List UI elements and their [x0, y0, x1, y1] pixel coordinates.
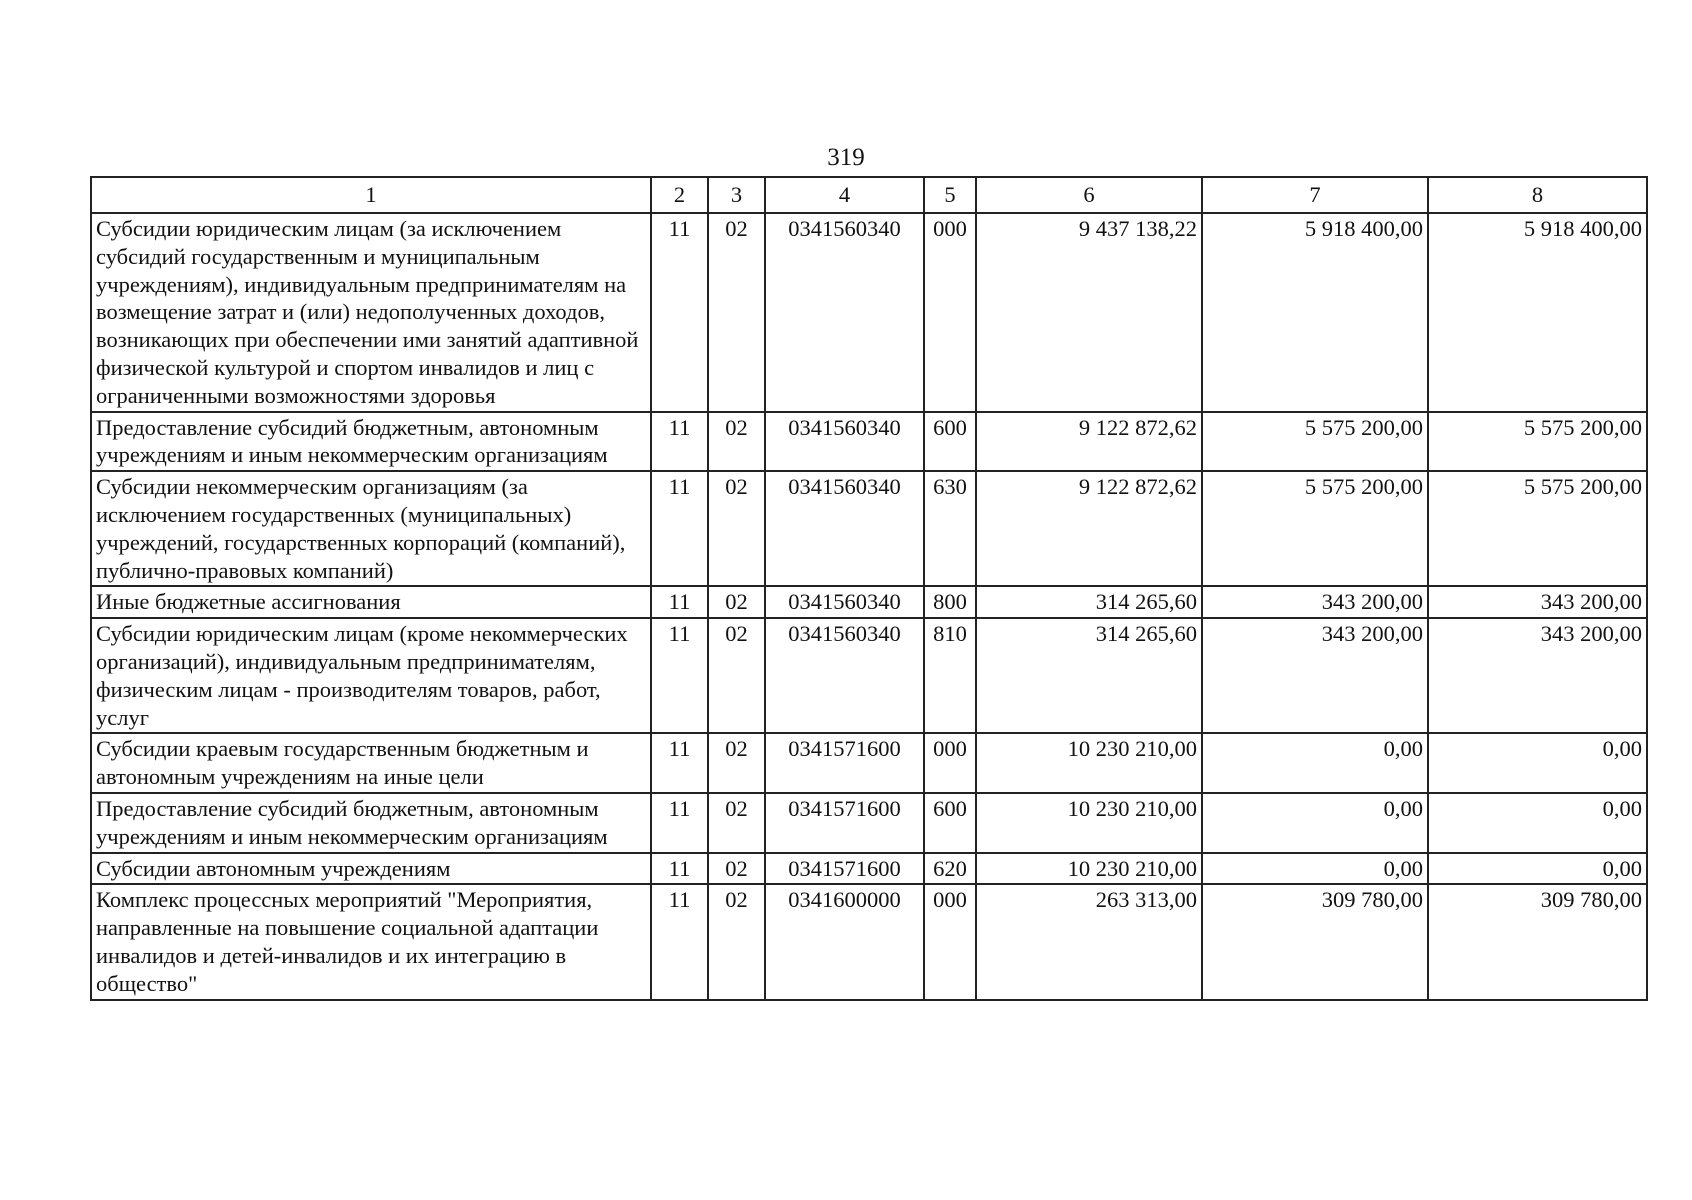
row-target-code: 0341571600 [765, 793, 924, 853]
column-header: 3 [708, 177, 765, 213]
row-subsection-code: 02 [708, 793, 765, 853]
row-target-code: 0341600000 [765, 884, 924, 999]
row-amount-col8: 309 780,00 [1428, 884, 1647, 999]
row-section-code: 11 [651, 793, 708, 853]
row-name: Комплекс процессных мероприятий "Мероприятия, направленные на повышение социальной адаптации инвалидов и детей-инвалидов и их интеграцию в общество" [91, 884, 651, 999]
row-name: Предоставление субсидий бюджетным, автономным учреждениям и иным некоммерческим организациям [91, 793, 651, 853]
row-amount-col7: 5 918 400,00 [1202, 213, 1428, 412]
table-row [91, 733, 1647, 793]
row-amount-col6: 9 122 872,62 [976, 471, 1202, 586]
row-amount-col6: 314 265,60 [976, 618, 1202, 733]
row-name: Субсидии автономным учреждениям [91, 853, 651, 885]
row-amount-col6: 263 313,00 [976, 884, 1202, 999]
table-row [91, 412, 1647, 472]
row-amount-col6: 10 230 210,00 [976, 853, 1202, 885]
row-amount-col8: 0,00 [1428, 733, 1647, 793]
row-amount-col7: 0,00 [1202, 793, 1428, 853]
table-row [91, 213, 1647, 412]
row-target-code: 0341571600 [765, 733, 924, 793]
table-row [91, 471, 1647, 586]
row-amount-col8: 0,00 [1428, 793, 1647, 853]
row-target-code: 0341560340 [765, 586, 924, 618]
row-expense-code: 600 [924, 793, 976, 853]
table-row [91, 618, 1647, 733]
row-amount-col6: 10 230 210,00 [976, 793, 1202, 853]
row-subsection-code: 02 [708, 213, 765, 412]
row-amount-col8: 5 575 200,00 [1428, 471, 1647, 586]
budget-table [90, 176, 1648, 1001]
column-header: 7 [1202, 177, 1428, 213]
table-row [91, 586, 1647, 618]
row-name: Субсидии некоммерческим организациям (за исключением государственных (муниципальных) учреждений, государственных корпораций (компаний), публично-правовых компаний) [91, 471, 651, 586]
row-target-code: 0341560340 [765, 213, 924, 412]
row-amount-col7: 5 575 200,00 [1202, 412, 1428, 472]
row-subsection-code: 02 [708, 853, 765, 885]
row-subsection-code: 02 [708, 618, 765, 733]
column-header: 8 [1428, 177, 1647, 213]
row-target-code: 0341571600 [765, 853, 924, 885]
row-section-code: 11 [651, 471, 708, 586]
header-row [91, 177, 1647, 213]
row-amount-col8: 0,00 [1428, 853, 1647, 885]
row-section-code: 11 [651, 213, 708, 412]
row-name: Субсидии юридическим лицам (кроме некоммерческих организаций), индивидуальным предпринимателям, физическим лицам - производителям товаров, работ, услуг [91, 618, 651, 733]
row-amount-col7: 343 200,00 [1202, 618, 1428, 733]
row-amount-col8: 5 575 200,00 [1428, 412, 1647, 472]
row-name: Субсидии краевым государственным бюджетным и автономным учреждениям на иные цели [91, 733, 651, 793]
row-amount-col6: 314 265,60 [976, 586, 1202, 618]
row-expense-code: 630 [924, 471, 976, 586]
row-amount-col7: 343 200,00 [1202, 586, 1428, 618]
row-amount-col6: 10 230 210,00 [976, 733, 1202, 793]
row-subsection-code: 02 [708, 884, 765, 999]
row-section-code: 11 [651, 884, 708, 999]
row-subsection-code: 02 [708, 412, 765, 472]
row-section-code: 11 [651, 853, 708, 885]
row-expense-code: 000 [924, 884, 976, 999]
row-target-code: 0341560340 [765, 471, 924, 586]
row-subsection-code: 02 [708, 586, 765, 618]
row-section-code: 11 [651, 586, 708, 618]
row-expense-code: 000 [924, 733, 976, 793]
row-amount-col6: 9 122 872,62 [976, 412, 1202, 472]
row-expense-code: 000 [924, 213, 976, 412]
row-target-code: 0341560340 [765, 412, 924, 472]
column-header: 4 [765, 177, 924, 213]
row-target-code: 0341560340 [765, 618, 924, 733]
row-amount-col7: 0,00 [1202, 733, 1428, 793]
column-header: 6 [976, 177, 1202, 213]
row-amount-col6: 9 437 138,22 [976, 213, 1202, 412]
column-header: 2 [651, 177, 708, 213]
row-expense-code: 800 [924, 586, 976, 618]
row-amount-col7: 5 575 200,00 [1202, 471, 1428, 586]
column-header: 5 [924, 177, 976, 213]
column-header: 1 [91, 177, 651, 213]
row-expense-code: 600 [924, 412, 976, 472]
row-subsection-code: 02 [708, 733, 765, 793]
table-row [91, 853, 1647, 885]
row-subsection-code: 02 [708, 471, 765, 586]
row-expense-code: 620 [924, 853, 976, 885]
row-section-code: 11 [651, 733, 708, 793]
row-amount-col8: 343 200,00 [1428, 618, 1647, 733]
row-section-code: 11 [651, 412, 708, 472]
row-section-code: 11 [651, 618, 708, 733]
row-amount-col7: 0,00 [1202, 853, 1428, 885]
row-amount-col8: 5 918 400,00 [1428, 213, 1647, 412]
row-name: Субсидии юридическим лицам (за исключением субсидий государственным и муниципальным учреждениям), индивидуальным предпринимателям на возмещение затрат и (или) недополученных доходов, возникающих при обеспечении ими занятий адаптивной физической культурой и спортом инвалидов и лиц с ограниченными возможностями здоровья [91, 213, 651, 412]
row-name: Иные бюджетные ассигнования [91, 586, 651, 618]
row-expense-code: 810 [924, 618, 976, 733]
page-number: 319 [827, 144, 865, 171]
table-row [91, 884, 1647, 999]
row-name: Предоставление субсидий бюджетным, автономным учреждениям и иным некоммерческим организациям [91, 412, 651, 472]
row-amount-col7: 309 780,00 [1202, 884, 1428, 999]
table-row [91, 793, 1647, 853]
row-amount-col8: 343 200,00 [1428, 586, 1647, 618]
